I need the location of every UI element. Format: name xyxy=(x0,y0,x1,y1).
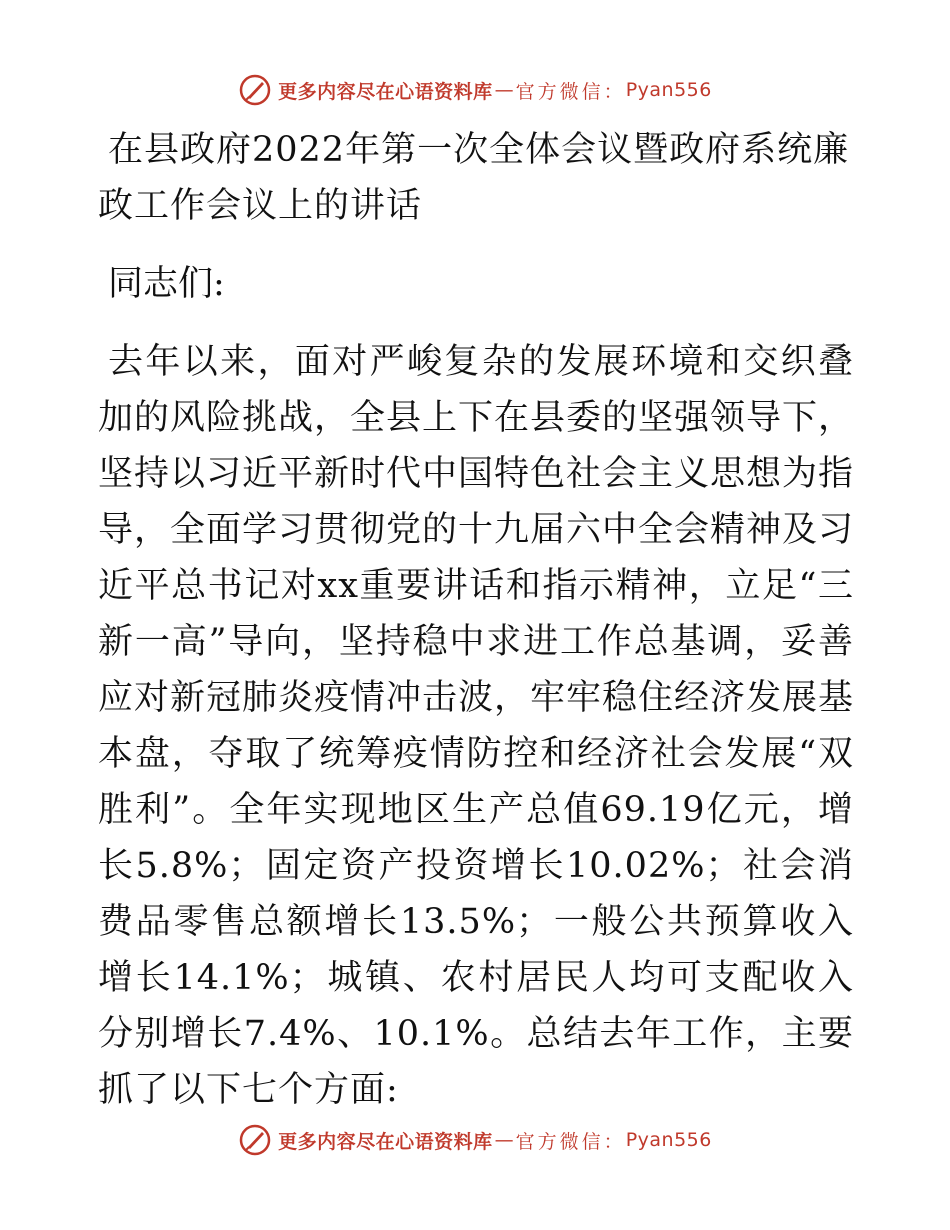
watermark-sub-text: 官方微信： xyxy=(515,80,626,103)
watermark-main-text: 更多内容尽在心语资料库 xyxy=(278,80,493,103)
watermark-sub-text: 官方微信： xyxy=(515,1130,626,1153)
watermark-wechat-id: Pyan556 xyxy=(625,1129,712,1151)
watermark-main-text: 更多内容尽在心语资料库 xyxy=(278,1130,493,1153)
document-title: 在县政府2022年第一次全体会议暨政府系统廉政工作会议上的讲话 xyxy=(98,130,850,226)
watermark-separator: — xyxy=(494,79,514,101)
document-paragraph: 去年以来，面对严峻复杂的发展环境和交织叠加的风险挑战，全县上下在县委的坚强领导下，坚持以习近平新时代中国特色社会主义思想为指导，全面学习贯彻党的十九届六中全会精神及习近平总书记对xx重要讲话和指示精神，立足“三新一高”导向，坚持稳中求进工作总基调，妥善应对新冠肺炎疫情冲击波，牢牢稳住经济发展基本盘，夺取了统筹疫情防控和经济社会发展“双胜利”。全年实现地区生产总值69.19亿元，增长5.8%；固定资产投资增长10.02%；社会消费品零售总额增长13.5%；一般公共预算收入增长14.1%；城镇、农村居民人均可支配收入分别增长7.4%、10.1%。总结去年工作，主要抓了以下七个方面: xyxy=(98,342,855,1110)
quill-seal-icon xyxy=(238,1123,272,1157)
watermark-banner-bottom xyxy=(0,1120,950,1160)
quill-seal-icon xyxy=(238,73,272,107)
watermark-wechat-id: Pyan556 xyxy=(625,79,712,101)
watermark-separator: — xyxy=(494,1129,514,1151)
watermark-banner-top xyxy=(0,70,950,110)
document-greeting: 同志们: xyxy=(108,264,225,304)
document-body xyxy=(98,122,854,1118)
